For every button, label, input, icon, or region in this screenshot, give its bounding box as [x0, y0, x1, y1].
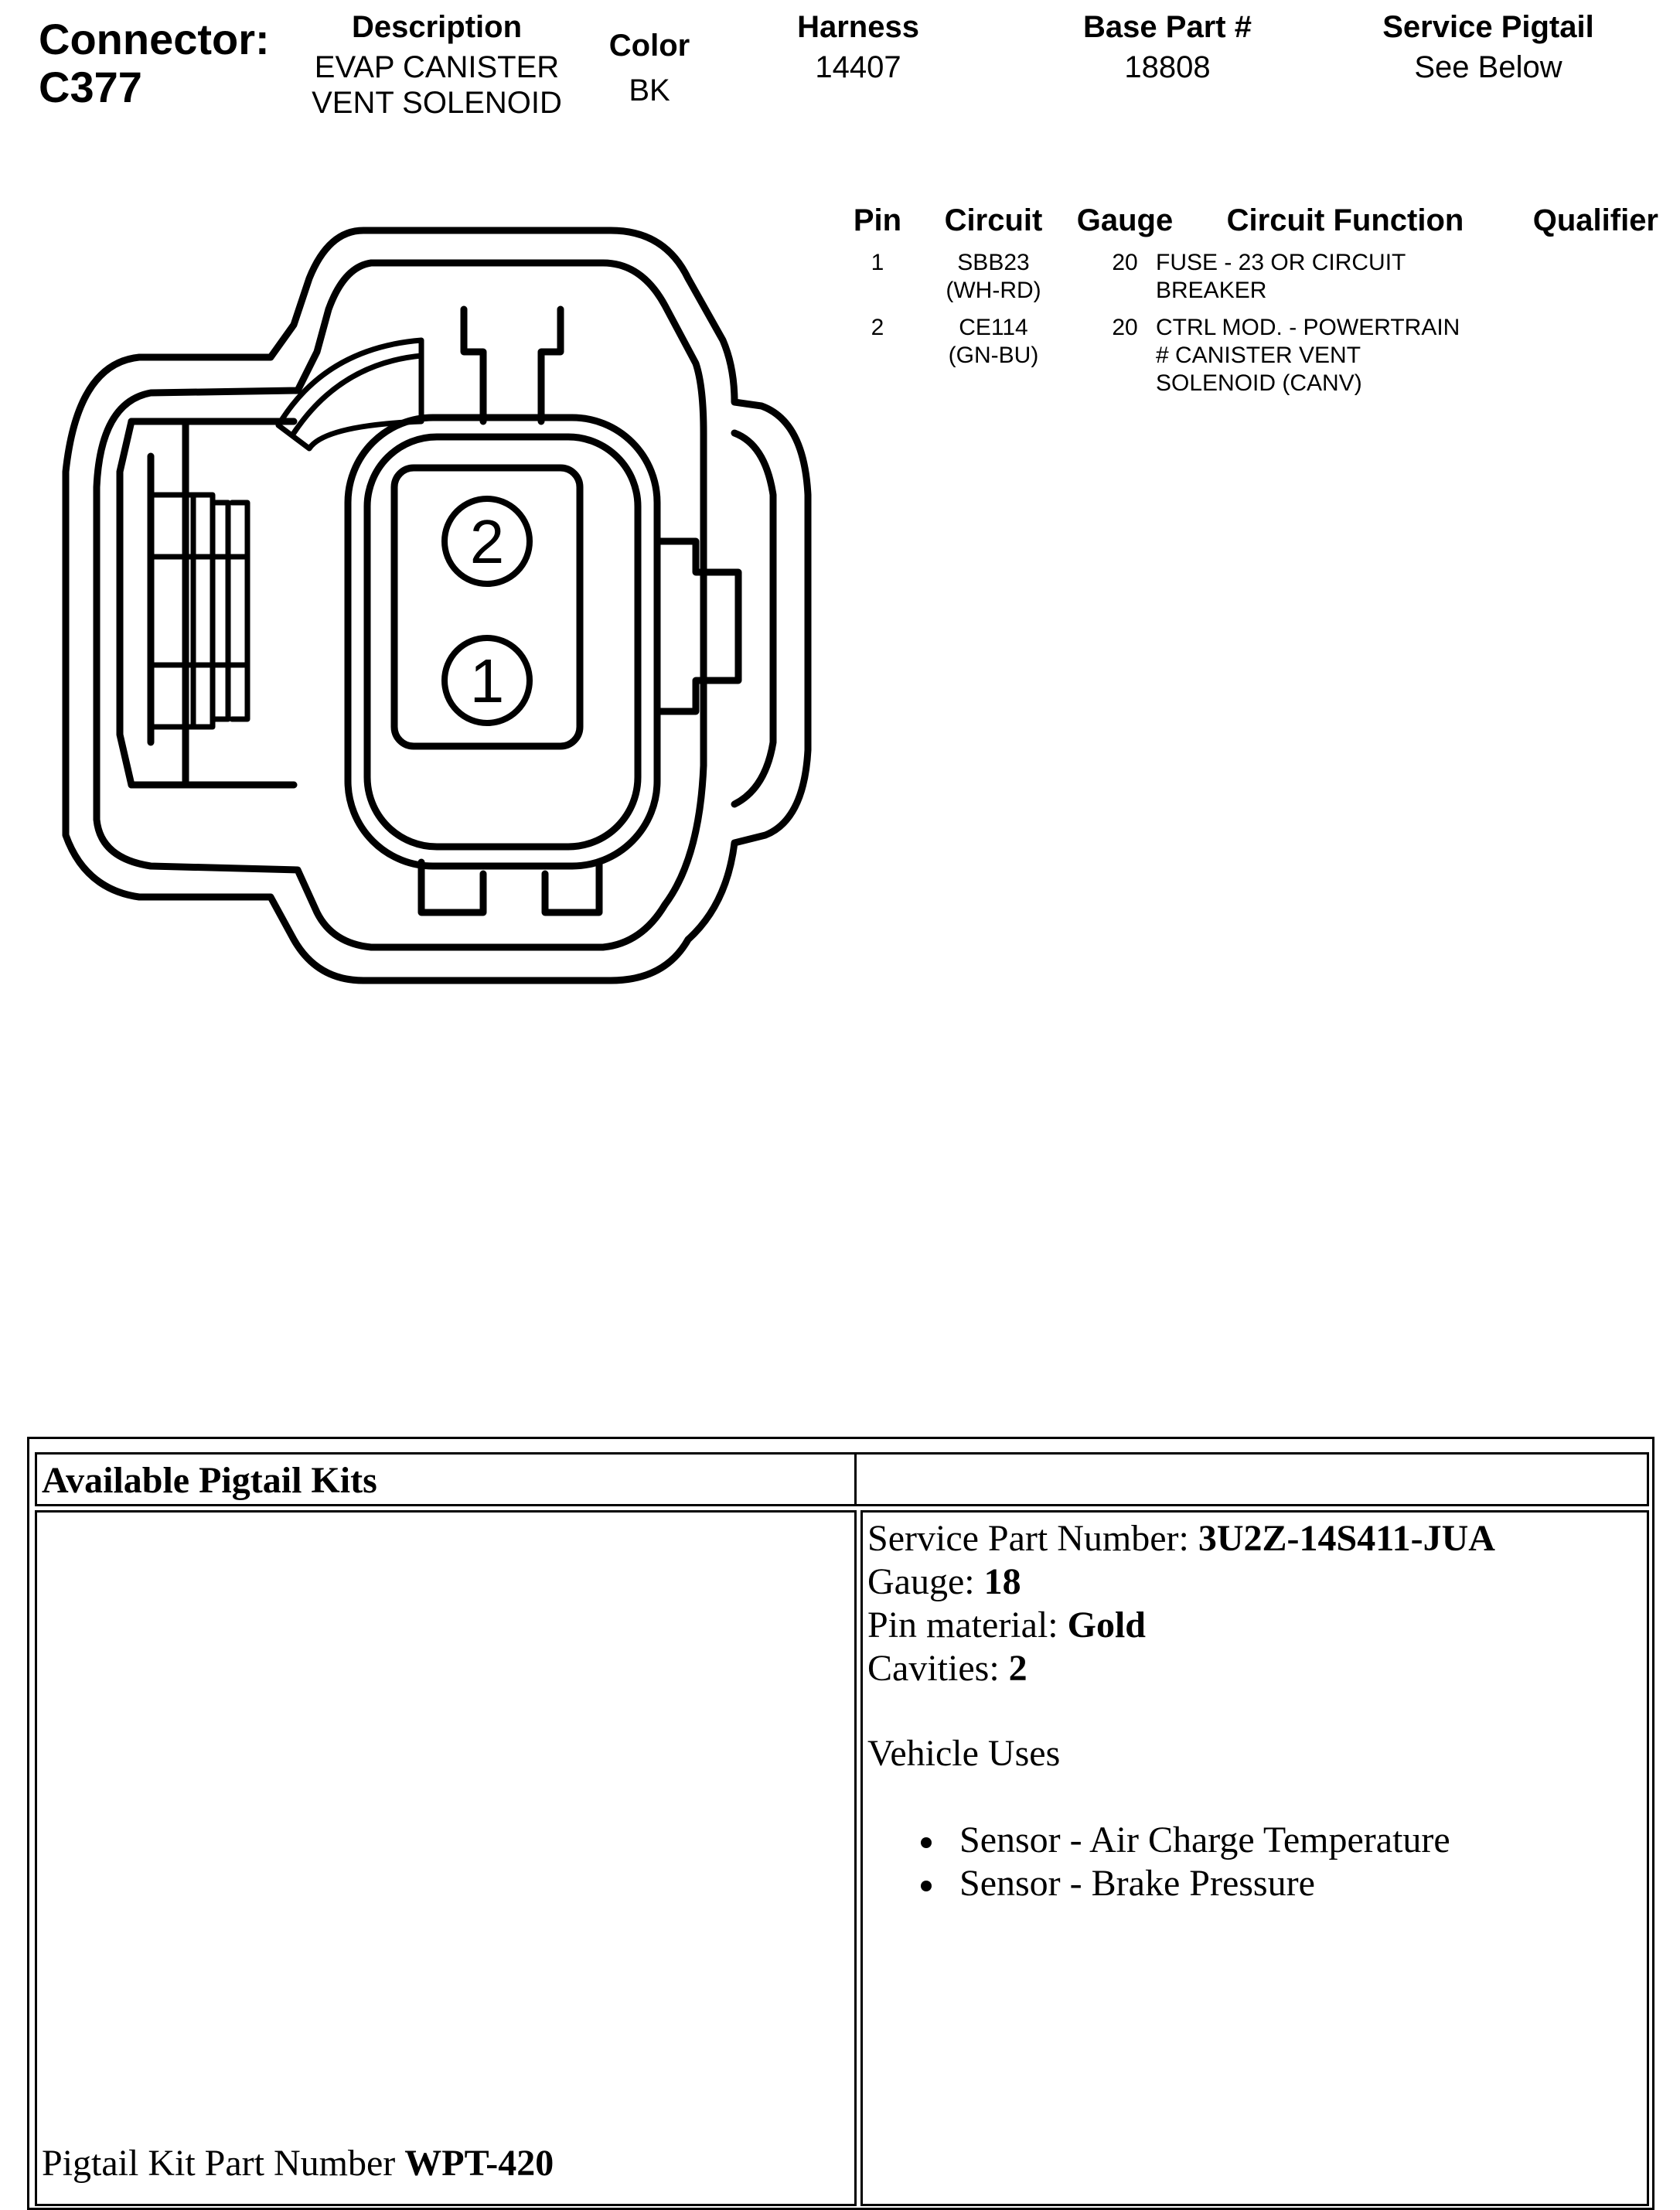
description-line2: VENT SOLENOID — [312, 86, 562, 120]
table-row-2-gauge: 20 — [1112, 315, 1138, 340]
table-row-1-function-line2: BREAKER — [1156, 278, 1267, 303]
gauge-header: Gauge — [1076, 203, 1174, 237]
table-row-1-gauge: 20 — [1112, 250, 1138, 275]
pin-2-label: 2 — [469, 507, 505, 576]
table-row-1-function — [1156, 249, 1542, 305]
table-row-1-circuit-color: (WH-RD) — [946, 278, 1041, 303]
table-row-2-pin: 2 — [871, 315, 884, 340]
table-row-2-function-line1: CTRL MOD. - POWERTRAIN — [1156, 315, 1460, 340]
connector-label: Connector: — [39, 15, 270, 63]
gauge-label: Gauge: — [867, 1561, 984, 1602]
base-part-column — [1051, 9, 1283, 85]
pin-material-line — [867, 1604, 1146, 1647]
service-part-value: 3U2Z-14S411-JUA — [1198, 1518, 1495, 1559]
pigtail-title-cell — [35, 1452, 857, 1506]
cavities-label: Cavities: — [867, 1648, 1009, 1689]
table-row-2-function-line3: SOLENOID (CANV) — [1156, 370, 1362, 396]
base-part-label: Base Part # — [1083, 10, 1252, 44]
cavities-value: 2 — [1008, 1648, 1027, 1689]
pigtail-kit-part-number — [42, 2142, 554, 2185]
pin-material-label: Pin material: — [867, 1605, 1068, 1646]
gauge-value: 18 — [983, 1561, 1021, 1602]
pigtail-right-cell — [860, 1510, 1649, 2206]
table-row-1-circuit-code: SBB23 — [957, 250, 1030, 275]
table-row-2-circuit-code: CE114 — [959, 315, 1028, 340]
color-label: Color — [608, 29, 690, 63]
connector-id: C377 — [39, 63, 142, 111]
qualifier-header: Qualifier — [1532, 203, 1658, 237]
table-row-1-function-line1: FUSE - 23 OR CIRCUIT — [1156, 250, 1406, 275]
pigtail-title: Available Pigtail Kits — [42, 1460, 377, 1501]
base-part-value: 18808 — [1124, 50, 1211, 84]
list-item: Sensor - Brake Pressure — [921, 1862, 1450, 1905]
pin-1-label: 1 — [469, 646, 505, 715]
pin-material-value: Gold — [1067, 1605, 1146, 1646]
circuit-function-header: Circuit Function — [1226, 203, 1464, 237]
list-item: Sensor - Air Charge Temperature — [921, 1819, 1450, 1862]
circuit-header: Circuit — [944, 203, 1043, 237]
service-part-label: Service Part Number: — [867, 1518, 1198, 1559]
service-part-line — [867, 1517, 1495, 1560]
color-value: BK — [629, 73, 670, 107]
table-row-2-function-line2: # CANISTER VENT — [1156, 343, 1361, 368]
gauge-line — [867, 1560, 1021, 1604]
harness-label: Harness — [797, 10, 919, 44]
service-pigtail-column — [1353, 9, 1624, 85]
vehicle-uses-list — [921, 1819, 1450, 1905]
table-row-2-circuit-color: (GN-BU) — [948, 343, 1039, 368]
table-row-2-function — [1156, 314, 1542, 397]
harness-value: 14407 — [815, 50, 901, 84]
connector-face-diagram — [0, 0, 850, 1005]
pigtail-title-empty-cell — [857, 1452, 1649, 1506]
service-pigtail-value: See Below — [1414, 50, 1562, 84]
kit-part-label: Pigtail Kit Part Number — [42, 2143, 405, 2184]
pin-header: Pin — [853, 203, 902, 237]
cavities-line — [867, 1647, 1027, 1690]
kit-part-value: WPT-420 — [404, 2143, 554, 2184]
service-pigtail-label: Service Pigtail — [1382, 10, 1594, 44]
pigtail-left-cell — [35, 1510, 857, 2206]
description-label: Description — [351, 10, 523, 44]
description-line1: EVAP CANISTER — [314, 50, 560, 84]
table-row-1-pin: 1 — [871, 250, 884, 275]
vehicle-uses-label: Vehicle Uses — [867, 1733, 1061, 1774]
